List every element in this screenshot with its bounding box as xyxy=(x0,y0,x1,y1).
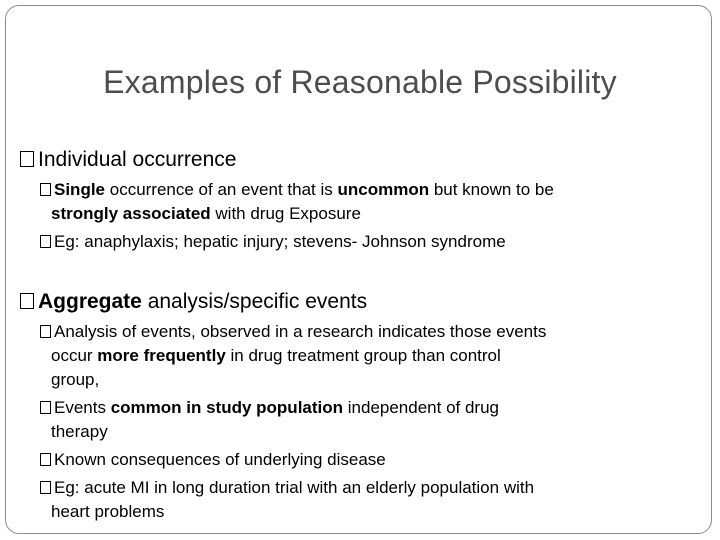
checkbox-bullet-icon xyxy=(40,183,51,196)
text-bold: uncommon xyxy=(337,180,430,199)
text: Events xyxy=(54,398,111,417)
checkbox-bullet-icon xyxy=(40,235,51,248)
text: Eg: acute MI in long duration trial with an elderly population with xyxy=(54,478,535,497)
checkbox-bullet-icon xyxy=(20,293,34,309)
text: with drug Exposure xyxy=(210,204,361,223)
text: Known consequences of underlying disease xyxy=(54,450,386,469)
text: occurrence of an event that is xyxy=(105,180,338,199)
text: occur xyxy=(51,346,98,365)
text: Eg: anaphylaxis; hepatic injury; stevens- Johnson syndrome xyxy=(54,232,506,251)
subbullet-analysis-of-events xyxy=(40,320,546,392)
text: in drug treatment group than control xyxy=(225,346,501,365)
checkbox-bullet-icon xyxy=(40,401,51,414)
text: independent of drug xyxy=(343,398,499,417)
checkbox-bullet-icon xyxy=(40,481,51,494)
text-bold: Single xyxy=(54,180,106,199)
subbullet-known-consequences xyxy=(40,448,386,472)
text: Analysis of events, observed in a research indicates those events xyxy=(54,322,547,341)
bullet-heading: Individual occurrence xyxy=(38,148,237,171)
text: heart problems xyxy=(51,502,165,521)
checkbox-bullet-icon xyxy=(40,453,51,466)
subbullet-example-1 xyxy=(40,230,506,254)
slide-title: Examples of Reasonable Possibility xyxy=(103,64,617,100)
text-bold: common in study population xyxy=(110,398,344,417)
bullet-heading: analysis/specific events xyxy=(141,290,368,313)
bullet-aggregate-analysis xyxy=(20,290,367,314)
text: therapy xyxy=(51,422,108,441)
bullet-individual-occurrence xyxy=(20,148,236,172)
text: group, xyxy=(51,370,100,389)
text-bold: Aggregate xyxy=(38,290,142,313)
subbullet-events-common xyxy=(40,396,499,444)
checkbox-bullet-icon xyxy=(20,151,34,167)
text: but known to be xyxy=(429,180,554,199)
subbullet-example-2 xyxy=(40,476,534,524)
checkbox-bullet-icon xyxy=(40,325,51,338)
text-bold: more frequently xyxy=(97,346,226,365)
subbullet-single-occurrence xyxy=(40,178,554,226)
text-bold: strongly associated xyxy=(51,204,211,223)
